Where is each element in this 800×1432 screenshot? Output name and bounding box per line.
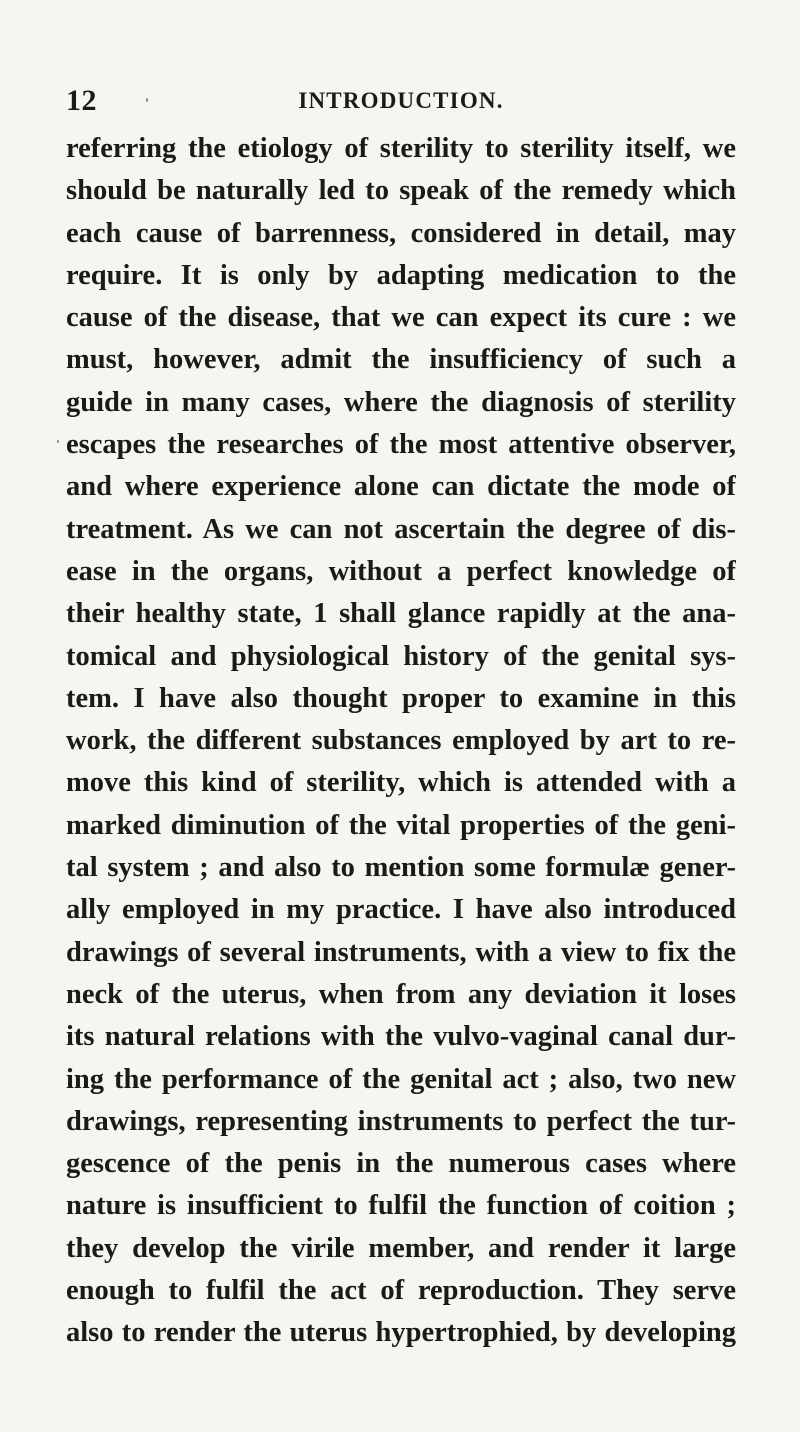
text-line: gescence of the penis in the numerous cases where (66, 1148, 736, 1180)
text-line: treatment. As we can not ascertain the degree of dis- (66, 513, 736, 545)
text-line: referring the etiology of sterility to sterility itself, we (66, 133, 736, 164)
running-head (66, 84, 736, 124)
text-line: ing the performance of the genital act ; also, two new (66, 1063, 736, 1095)
text-line: each cause of barrenness, considered in detail, may (66, 217, 736, 249)
text-line: escapes the researches of the most attentive observer, (66, 429, 736, 461)
print-speck (146, 98, 148, 102)
text-line: marked diminution of the vital properties of the geni- (66, 809, 736, 841)
text-line: tem. I have also thought proper to examine in this (66, 682, 736, 714)
text-line: guide in many cases, where the diagnosis of sterility (66, 386, 736, 418)
text-line: must, however, admit the insufficiency of such a (66, 344, 736, 376)
text-line: cause of the disease, that we can expect its cure : we (66, 302, 736, 334)
text-line: also to render the uterus hypertrophied, by developing (66, 1317, 736, 1349)
text-line: tal system ; and also to mention some formulæ gener- (66, 852, 736, 884)
text-line: tomical and physiological history of the genital sys- (66, 640, 736, 672)
text-line: they develop the virile member, and render it large (66, 1232, 736, 1264)
text-line: neck of the uterus, when from any deviation it loses (66, 978, 736, 1010)
page-number: 12 (66, 84, 97, 117)
text-line: drawings, representing instruments to perfect the tur- (66, 1105, 736, 1137)
text-line: require. It is only by adapting medication to the (66, 259, 736, 291)
text-line: enough to fulfil the act of reproduction. They serve (66, 1275, 736, 1307)
text-line: move this kind of sterility, which is attended with a (66, 767, 736, 799)
text-line: and where experience alone can dictate the mode of (66, 471, 736, 503)
print-speck (57, 440, 59, 443)
text-line: should be naturally led to speak of the remedy which (66, 175, 736, 207)
text-line: work, the different substances employed by art to re- (66, 725, 736, 757)
body-text (66, 128, 736, 1355)
text-line: their healthy state, 1 shall glance rapidly at the ana- (66, 598, 736, 630)
text-line: ally employed in my practice. I have also introduced (66, 894, 736, 926)
text-line: ease in the organs, without a perfect knowledge of (66, 555, 736, 587)
text-line: its natural relations with the vulvo-vaginal canal dur- (66, 1021, 736, 1053)
chapter-title: INTRODUCTION. (298, 88, 504, 113)
text-line: drawings of several instruments, with a view to fix the (66, 936, 736, 968)
text-line: nature is insufficient to fulfil the function of coition ; (66, 1190, 736, 1222)
